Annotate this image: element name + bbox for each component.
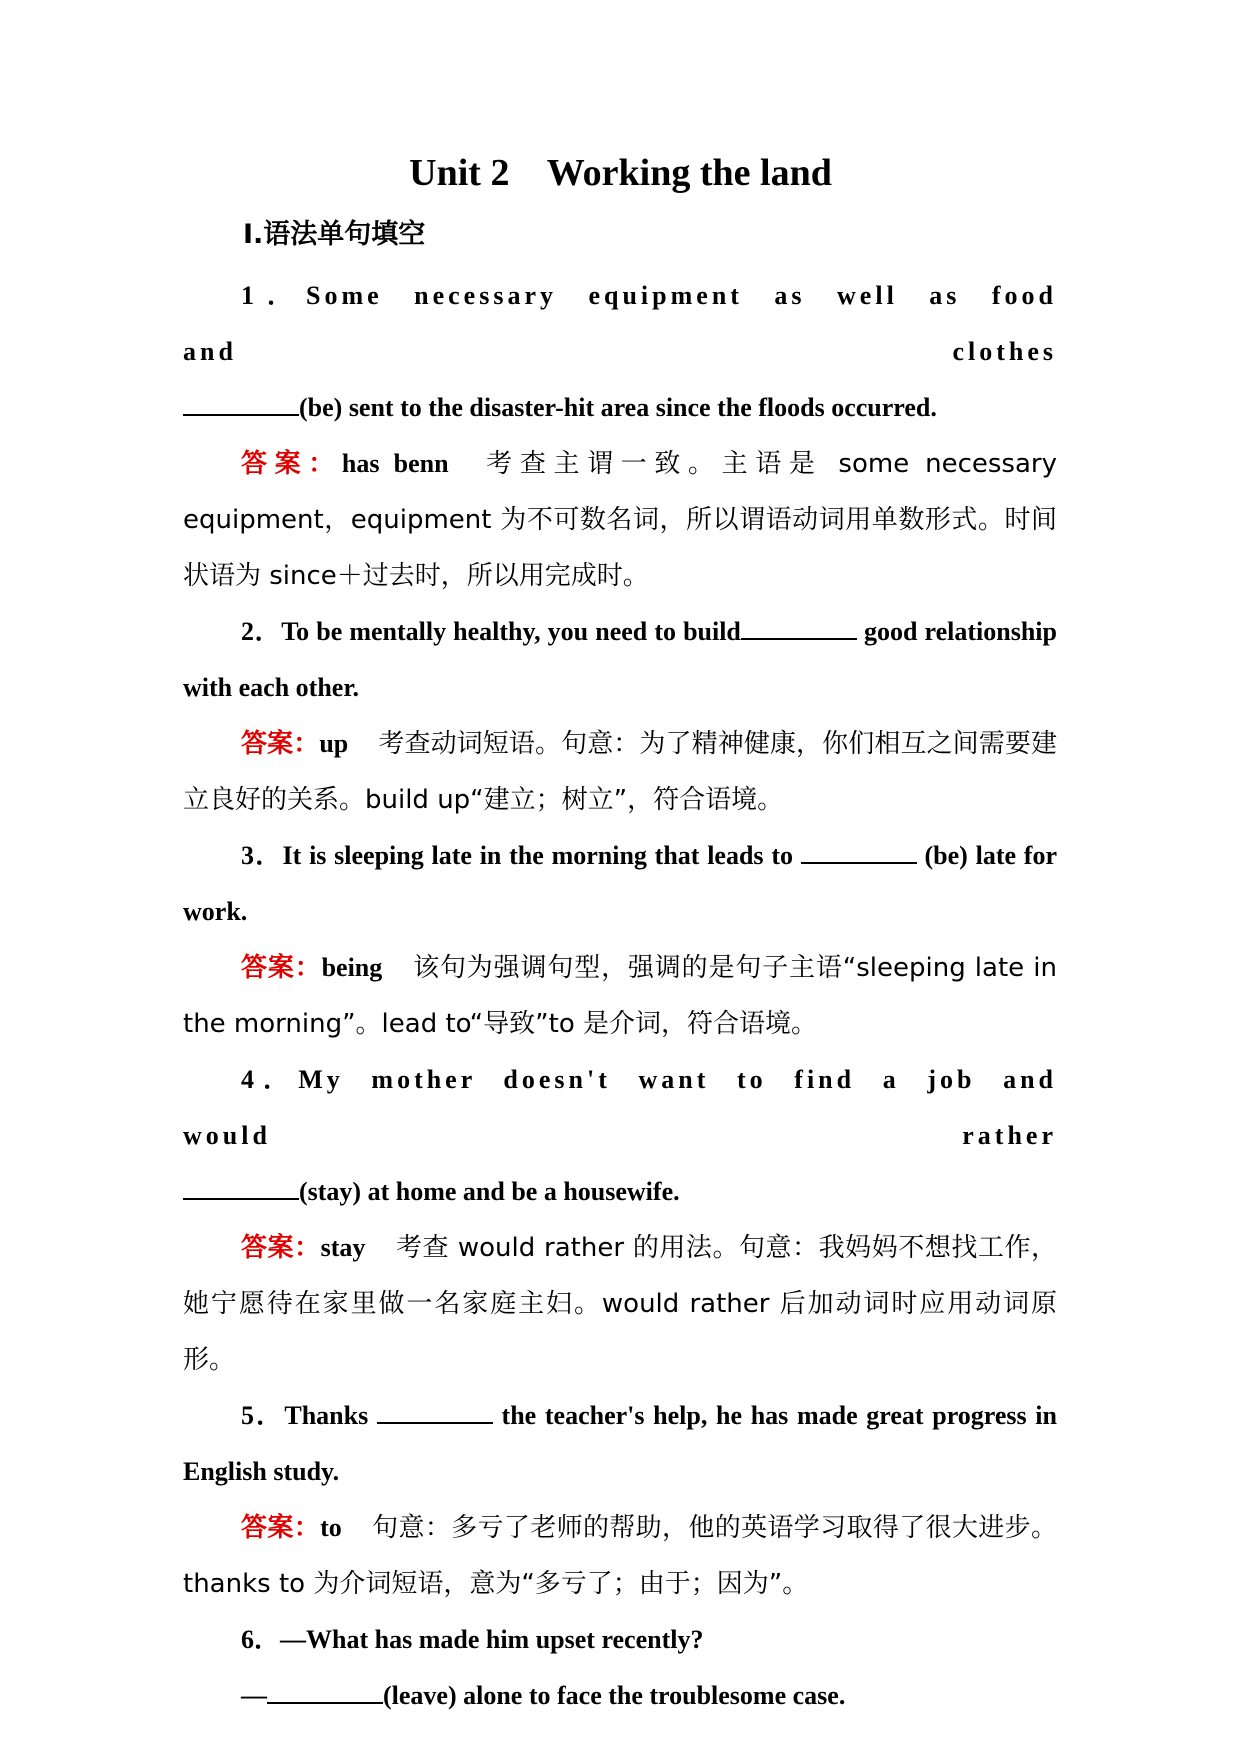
- question-4-line-2: [183, 1164, 1057, 1220]
- fill-blank: [801, 840, 917, 864]
- answer-label: 答案：: [241, 1233, 321, 1263]
- answer-explanation: 考查动词短语。句意：为了精神健康，你们相互之间需要建立良好的关系。build up“建立；树立”，符合语境。: [183, 729, 1057, 815]
- question-text: (be) sent to the disaster-hit area since the floods occurred.: [299, 393, 937, 422]
- answer-explanation: 考查 would rather 的用法。句意：我妈妈不想找工作，她宁愿待在家里做一名家庭主妇。would rather 后加动词时应用动词原形。: [183, 1233, 1057, 1375]
- question-number: 6．: [241, 1625, 281, 1654]
- answer-explanation: 考查主谓一致。主语是 some necessary equipment，equipment 为不可数名词，所以谓语动词用单数形式。时间状语为 since＋过去时，所以用完成时。: [183, 449, 1057, 591]
- question-number: 5．: [241, 1401, 285, 1430]
- question-text: —What has made him upset recently?: [280, 1625, 704, 1654]
- question-text: It is sleeping late in the morning that leads to: [282, 841, 801, 870]
- answer-value: has benn: [341, 449, 449, 478]
- question-6-line-2: [183, 1668, 1057, 1724]
- question-text: (stay) at home and be a housewife.: [299, 1177, 680, 1206]
- answer-value: being: [321, 953, 383, 982]
- fill-blank: [267, 1680, 383, 1704]
- fill-blank: [183, 1176, 299, 1200]
- question-2: [183, 604, 1057, 716]
- dialogue-dash: —: [241, 1681, 267, 1710]
- answer-value: to: [320, 1513, 342, 1542]
- question-text: Some necessary equipment as well as food and clothes: [183, 281, 1057, 366]
- question-4-line-1: [183, 1052, 1057, 1164]
- section-heading: Ⅰ.语法单句填空: [243, 219, 426, 250]
- page-title: Unit 2 Working the land: [409, 152, 832, 194]
- question-text: Thanks: [284, 1401, 377, 1430]
- question-number: 4．: [241, 1065, 299, 1094]
- question-text: (leave) alone to face the troublesome case.: [383, 1681, 846, 1710]
- answer-label: 答案：: [241, 729, 320, 759]
- question-5: [183, 1388, 1057, 1500]
- answer-label: 答案：: [241, 1513, 321, 1543]
- question-text: My mother doesn't want to find a job and would rather: [183, 1065, 1057, 1150]
- answer-explanation: 句意：多亏了老师的帮助，他的英语学习取得了很大进步。thanks to 为介词短语，意为“多亏了；由于；因为”。: [183, 1513, 1057, 1599]
- question-number: 2．: [241, 617, 282, 646]
- answer-explanation: 该句为强调句型，强调的是句子主语“sleeping late in the morning”。lead to“导致”to 是介词，符合语境。: [183, 953, 1057, 1039]
- question-text: good relationship with each other.: [183, 617, 1057, 702]
- question-1-line-1: [183, 268, 1057, 380]
- answer-5: [183, 1500, 1057, 1612]
- answer-4: [183, 1220, 1057, 1388]
- fill-blank: [741, 616, 857, 640]
- question-6-line-1: [183, 1612, 1057, 1668]
- answer-3: [183, 940, 1057, 1052]
- question-text: (be) late for work.: [183, 841, 1057, 926]
- question-number: 3．: [241, 841, 283, 870]
- fill-blank: [377, 1400, 493, 1424]
- answer-2: [183, 716, 1057, 828]
- answer-value: stay: [320, 1233, 366, 1262]
- exercise-body: [183, 268, 1057, 1724]
- question-text: To be mentally healthy, you need to build: [281, 617, 741, 646]
- answer-label: 答案：: [241, 953, 322, 983]
- question-3: [183, 828, 1057, 940]
- answer-value: up: [319, 729, 349, 758]
- answer-1: [183, 436, 1057, 604]
- question-1-line-2: [183, 380, 1057, 436]
- question-text: the teacher's help, he has made great progress in English study.: [183, 1401, 1057, 1486]
- fill-blank: [183, 392, 299, 416]
- answer-label: 答案：: [241, 449, 342, 479]
- question-number: 1．: [241, 281, 306, 310]
